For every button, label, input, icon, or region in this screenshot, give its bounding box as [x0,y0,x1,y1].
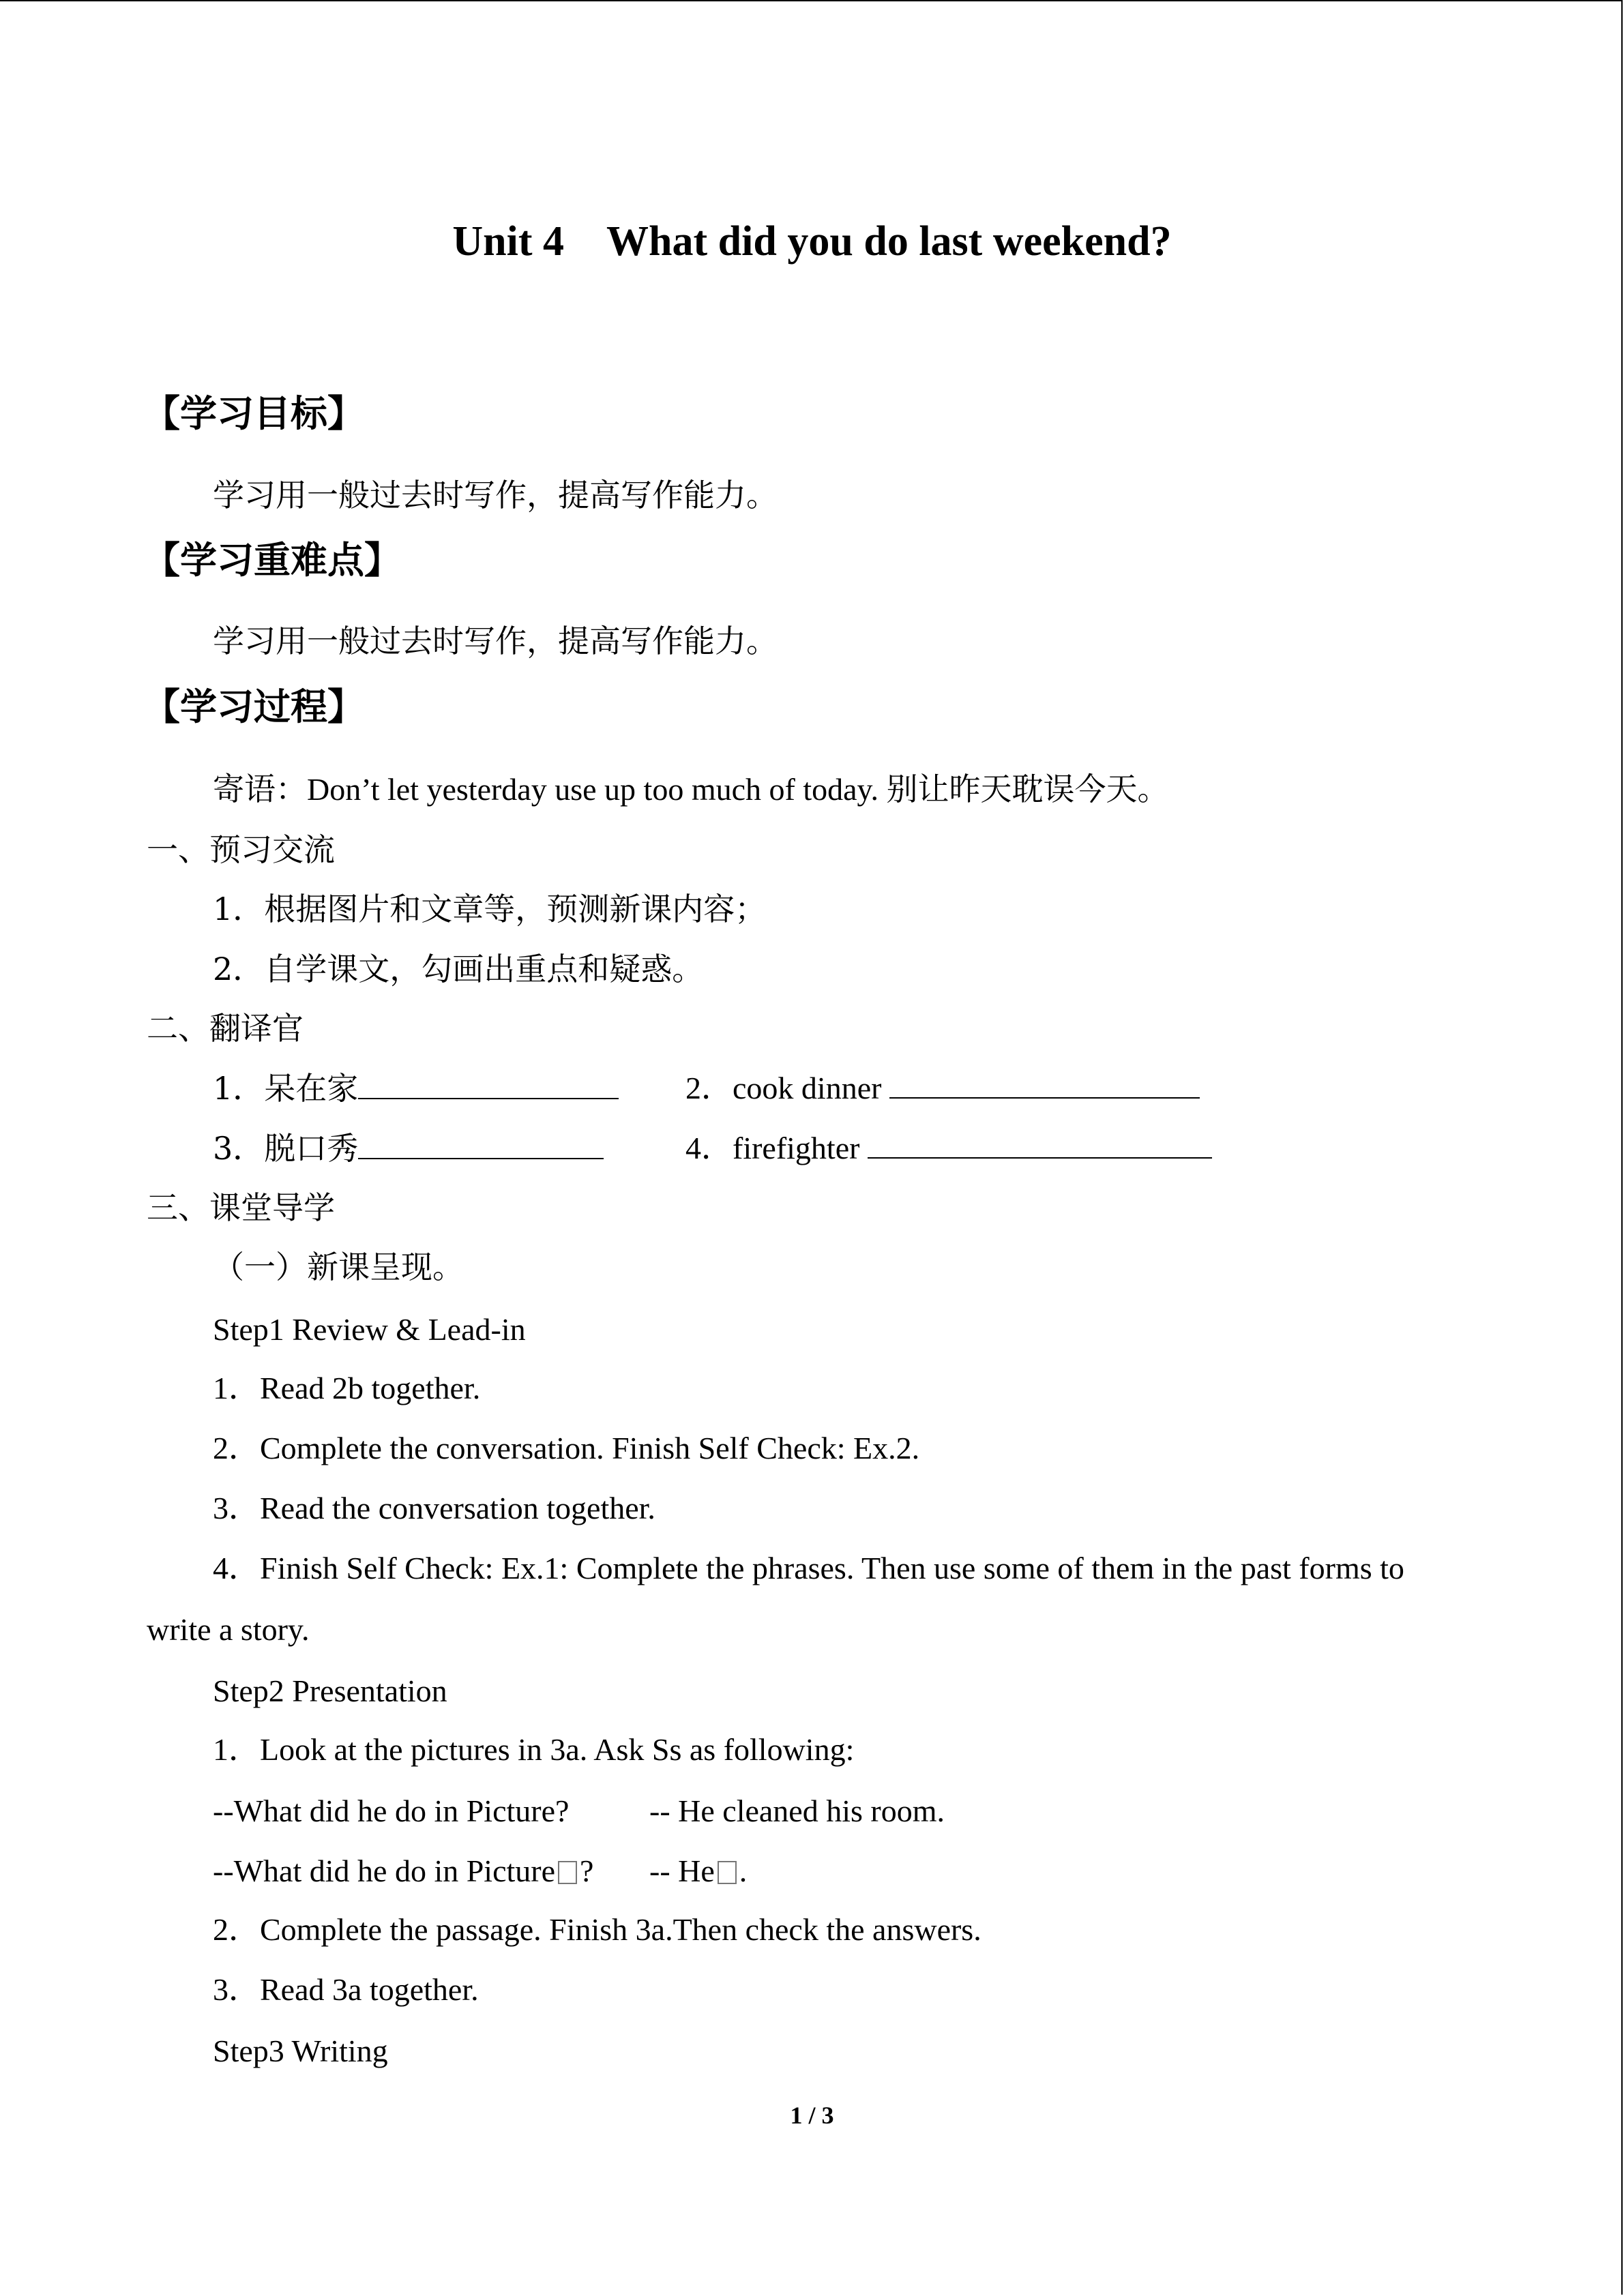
dialog-question-1: --What did he do in Picture? [213,1793,570,1828]
step1-item-2: 2．Complete the conversation. Finish Self Check: Ex.2. [213,1431,920,1465]
goals-text: 学习用一般过去时写作，提高写作能力。 [213,477,778,513]
translate-item-3: 3．脱口秀 [213,1130,359,1167]
dialog-answer-1: -- He cleaned his room. [649,1793,945,1828]
translate-item-4: 4．firefighter [685,1131,860,1165]
part1-item-2: 2．自学课文，勾画出重点和疑惑。 [213,951,704,987]
dialog-question-2-end: ? [580,1853,594,1888]
dialog-question-2-text: --What did he do in Picture [213,1853,556,1888]
step1-item-3: 3．Read the conversation together. [213,1491,655,1525]
page-number: 1 / 3 [790,2102,834,2129]
translate-row-2-left [213,1129,604,1168]
dialog-answer-2-end: . [739,1853,748,1888]
translate-row-1-left [213,1069,619,1108]
step3-title: Step3 Writing [213,2033,388,2068]
part3-heading: 三、课堂导学 [147,1189,335,1226]
part1-item-1: 1．根据图片和文章等，预测新课内容； [213,891,767,927]
step1-title: Step1 Review & Lead-in [213,1312,526,1347]
key-points-text: 学习用一般过去时写作，提高写作能力。 [213,623,778,659]
translate-row-1-right [685,1069,1200,1107]
step1-item-4: 4．Finish Self Check: Ex.1: Complete the phrases. Then use some of them in the past forms to [213,1551,1404,1585]
part3-subheading: （一）新课呈现。 [213,1249,464,1285]
step2-item-3: 3．Read 3a together. [213,1972,479,2007]
step1-item-1: 1．Read 2b together. [213,1371,481,1405]
translate-item-1: 1．呆在家 [213,1070,359,1107]
translate-item-2: 2．cook dinner [685,1071,882,1105]
process-heading: 【学习过程】 [143,685,364,728]
step2-item-2: 2．Complete the passage. Finish 3a.Then check the answers. [213,1912,981,1947]
translate-row-2-right [685,1129,1212,1167]
answer-blank-1[interactable] [358,1071,619,1099]
dialog-answer-2 [649,1852,747,1890]
goals-heading: 【学习目标】 [143,392,364,435]
part2-heading: 二、翻译官 [147,1010,304,1047]
answer-blank-3[interactable] [358,1131,604,1159]
part1-heading: 一、预习交流 [147,831,335,868]
step1-item-4-cont: write a story. [147,1612,310,1647]
missing-glyph-icon [718,1861,737,1884]
key-points-heading: 【学习重难点】 [143,539,401,582]
missing-glyph-icon [558,1861,577,1884]
dialog-answer-2-text: -- He [649,1853,715,1888]
step2-item-1: 1．Look at the pictures in 3a. Ask Ss as following: [213,1732,855,1767]
dialog-question-2 [213,1852,593,1890]
answer-blank-4[interactable] [868,1130,1212,1159]
document-title: Unit 4 What did you do last weekend? [452,218,1172,265]
motto-text: 寄语：Don’t let yesterday use up too much of today. 别让昨天耽误今天。 [213,772,1169,807]
answer-blank-2[interactable] [889,1070,1200,1099]
step2-title: Step2 Presentation [213,1673,447,1708]
